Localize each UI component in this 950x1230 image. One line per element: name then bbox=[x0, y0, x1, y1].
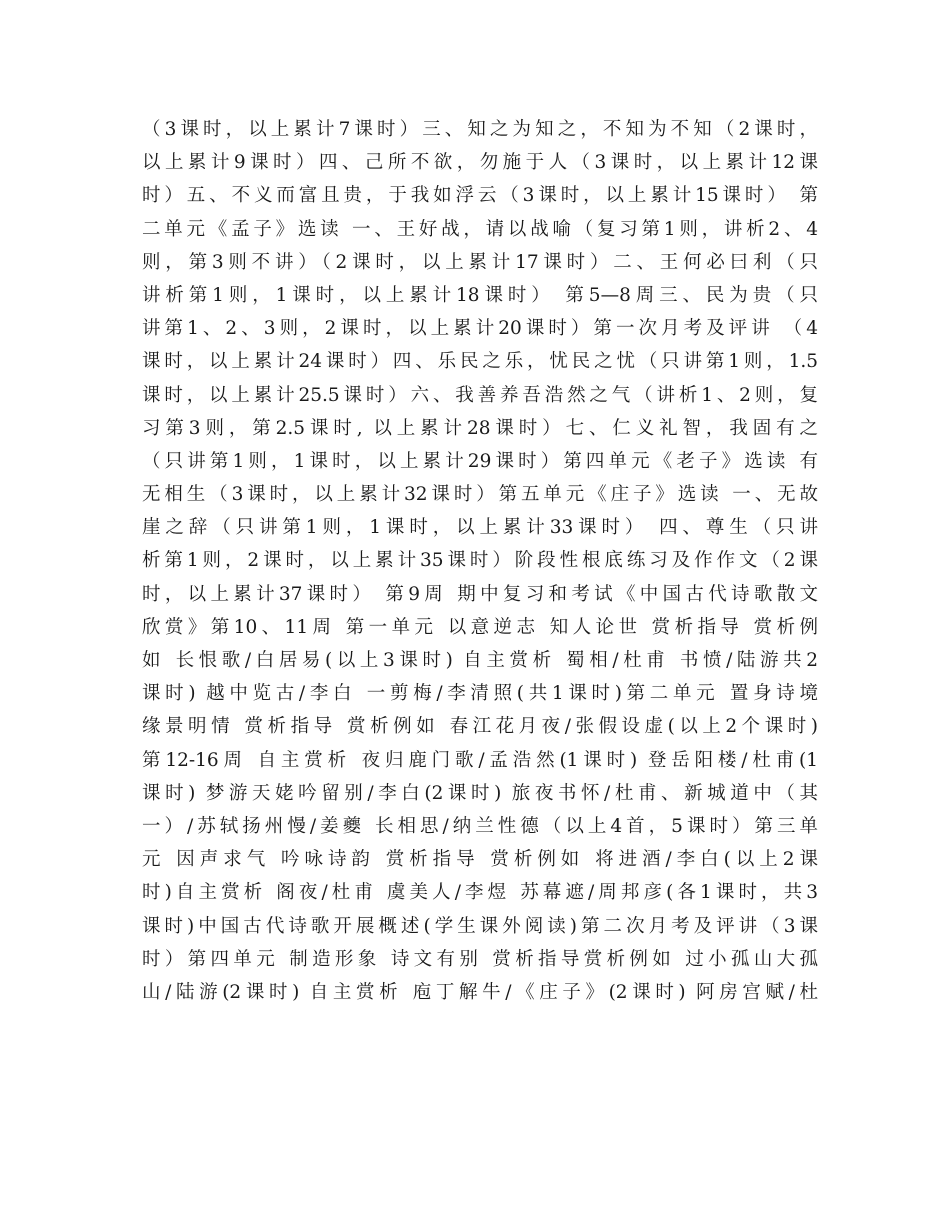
text-line: 二单元《孟子》选读 一、王好战，请以战喻（复习第1则，讲析2、4 bbox=[142, 218, 818, 240]
body-text bbox=[142, 113, 818, 1009]
text-line: 则，第3则不讲）（2课时，以上累计17课时）二、王何必曰利（只 bbox=[142, 251, 818, 273]
text-line: 缘景明情 赏析指导 赏析例如 春江花月夜/张假设虚(以上2个课时) bbox=[142, 716, 818, 738]
text-line: 讲第1、2、3则，2课时，以上累计20课时）第一次月考及评讲 （4 bbox=[142, 318, 818, 340]
text-line: 元 因声求气 吟咏诗韵 赏析指导 赏析例如 将进酒/李白(以上2课 bbox=[142, 849, 818, 871]
text-line: 时，以上累计37课时） 第9周 期中复习和考试《中国古代诗歌散文 bbox=[142, 583, 818, 605]
text-line: 以上累计9课时）四、己所不欲，勿施于人（3课时，以上累计12课 bbox=[142, 152, 818, 174]
text-line: 时)自主赏析 阁夜/杜甫 虞美人/李煜 苏幕遮/周邦彦(各1课时，共3 bbox=[142, 882, 818, 904]
text-line: 如 长恨歌/白居易(以上3课时) 自主赏析 蜀相/杜甫 书愤/陆游共2 bbox=[142, 650, 818, 671]
text-line: 讲析第1则，1课时，以上累计18课时） 第5—8周三、民为贵（只 bbox=[142, 284, 818, 306]
text-line: 习第3则，第2.5课时, 以上累计28课时）七、仁义礼智，我固有之 bbox=[142, 417, 818, 439]
text-line: 课时) 梦游天姥吟留别/李白(2课时) 旅夜书怀/杜甫、新城道中（其 bbox=[142, 782, 818, 804]
text-line: 课时)中国古代诗歌开展概述(学生课外阅读)第二次月考及评讲（3课 bbox=[142, 915, 818, 937]
text-line: 一）/苏轼扬州慢/姜夔 长相思/纳兰性德（以上4首，5课时）第三单 bbox=[142, 815, 818, 837]
text-line: 欣赏》第10、11周 第一单元 以意逆志 知人论世 赏析指导 赏析例 bbox=[142, 616, 818, 638]
text-line: （只讲第1则，1课时，以上累计29课时）第四单元《老子》选读 有 bbox=[142, 450, 818, 472]
text-line: 课时，以上累计24课时）四、乐民之乐，忧民之忧（只讲第1则，1.5 bbox=[142, 351, 818, 373]
text-line: 课时) 越中览古/李白 一剪梅/李清照(共1课时)第二单元 置身诗境 bbox=[142, 683, 818, 705]
text-line: 时）五、不义而富且贵，于我如浮云（3课时，以上累计15课时） 第 bbox=[142, 185, 818, 207]
text-line: 第12-16周 自主赏析 夜归鹿门歌/孟浩然(1课时) 登岳阳楼/杜甫(1 bbox=[142, 749, 818, 771]
text-line: 时）第四单元 制造形象 诗文有别 赏析指导赏析例如 过小孤山大孤 bbox=[142, 948, 818, 970]
text-line: 崖之辞（只讲第1则，1课时，以上累计33课时） 四、尊生（只讲 bbox=[142, 517, 818, 539]
text-line: （3课时，以上累计7课时）三、知之为知之，不知为不知（2课时， bbox=[142, 119, 818, 140]
text-line: 山/陆游(2课时) 自主赏析 庖丁解牛/《庄子》(2课时) 阿房宫赋/杜 bbox=[142, 981, 818, 1003]
text-line: 课时，以上累计25.5课时）六、我善养吾浩然之气（讲析1、2则，复 bbox=[142, 384, 818, 406]
text-line: 析第1则，2课时，以上累计35课时）阶段性根底练习及作作文（2课 bbox=[142, 550, 818, 572]
text-line: 无相生（3课时，以上累计32课时）第五单元《庄子》选读 一、无故 bbox=[142, 484, 818, 506]
